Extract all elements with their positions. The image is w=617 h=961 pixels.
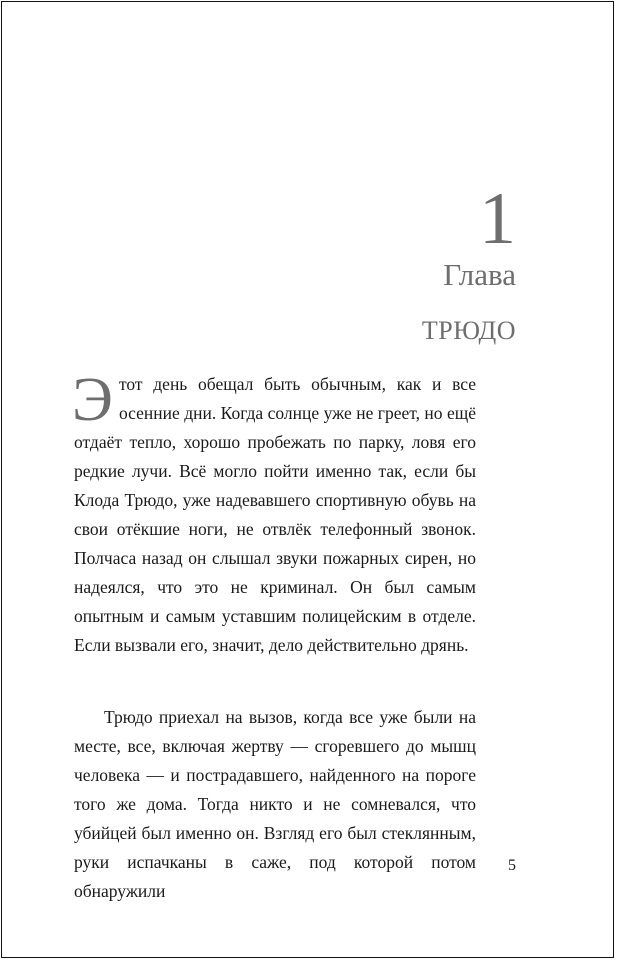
chapter-label: Глава: [443, 257, 516, 292]
page-number: 5: [508, 857, 516, 874]
paragraph-1: [72, 366, 476, 660]
paragraph-1-text: тот день обещал быть обычным, как и все осенние дни. Когда солнце уже не греет, но ещё отдаёт тепло, хорошо пробежать по парку, ловя его редкие лучи. Всё могло пойти именно так, если бы Клода Трюдо, уже надевавшего спортивную обувь на свои отёкшие ноги, не отвлёк телефонный звонок. Полчаса назад он слышал звуки пожарных сирен, но надеялся, что это не криминал. Он был самым опытным и самым уставшим полицейским в отделе. Если вызвали его, значит, дело действительно дрянь.: [74, 374, 476, 655]
chapter-number: 1: [479, 178, 516, 260]
drop-cap: Э: [72, 366, 113, 434]
book-page: [1, 1, 614, 958]
paragraph-2: Трюдо приехал на вызов, когда все уже были на месте, все, включая жертву — сгоревшего до мышц человека — и пострадавшего, найденного на пороге того же дома. Тогда никто и не сомневался, что убийцей был именно он. Взгляд его был стеклянным, руки испачканы в саже, под которой потом обнаружили: [74, 707, 476, 901]
chapter-title: ТРЮДО: [421, 316, 516, 345]
